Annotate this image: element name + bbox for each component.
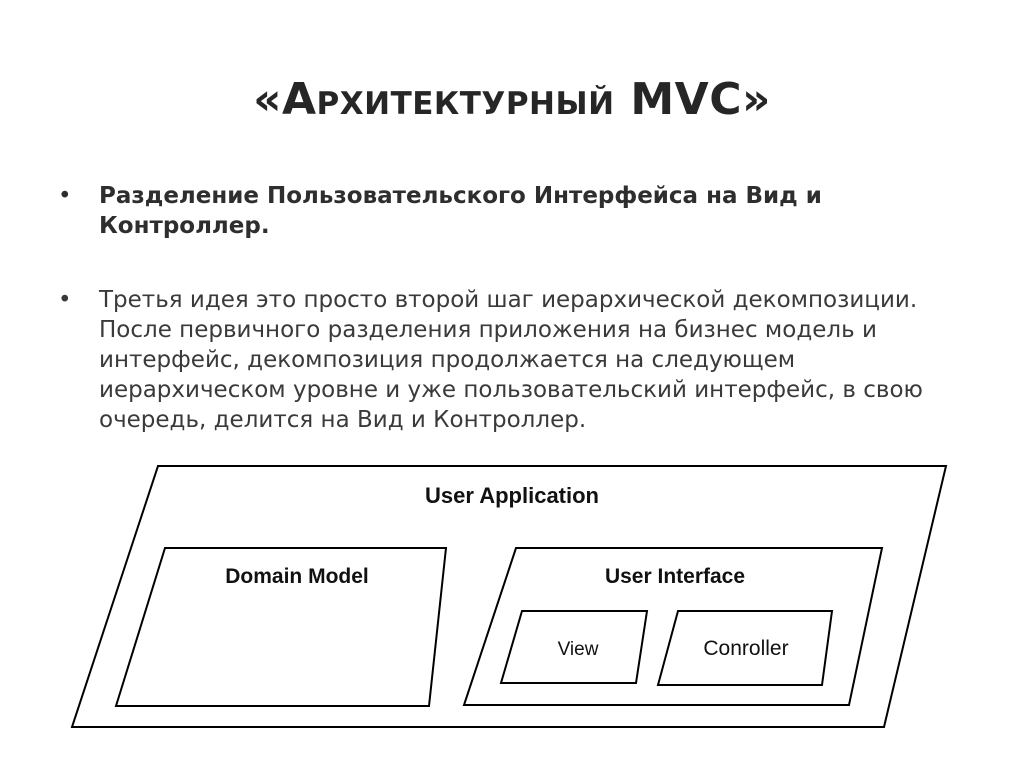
controller-label: Conroller [703,637,789,660]
title-suffix: MVC» [614,74,771,125]
bullet-text-1: Разделение Пользовательского Интерфейса на Вид и Контроллер. [99,183,822,239]
bullet-marker-1: • [58,183,72,209]
title-smallcaps: рхитектурный [316,74,615,125]
bullet-marker-2: • [58,287,72,313]
title-prefix: «А [253,74,317,125]
user-application-label: User Application [425,483,599,508]
bullet-text-2: Третья идея это просто второй шаг иерархической декомпозиции. После первичного разделения приложения на бизнес модель и интерфейс, декомпозиция продолжается на следующем иерархическом уровне и уже пользовательский интерфейс, в свою очередь, делится на Вид и Контроллер. [99,287,923,433]
domain-model-label: Domain Model [225,565,369,588]
view-label: View [557,639,599,660]
user-interface-label: User Interface [604,565,746,588]
